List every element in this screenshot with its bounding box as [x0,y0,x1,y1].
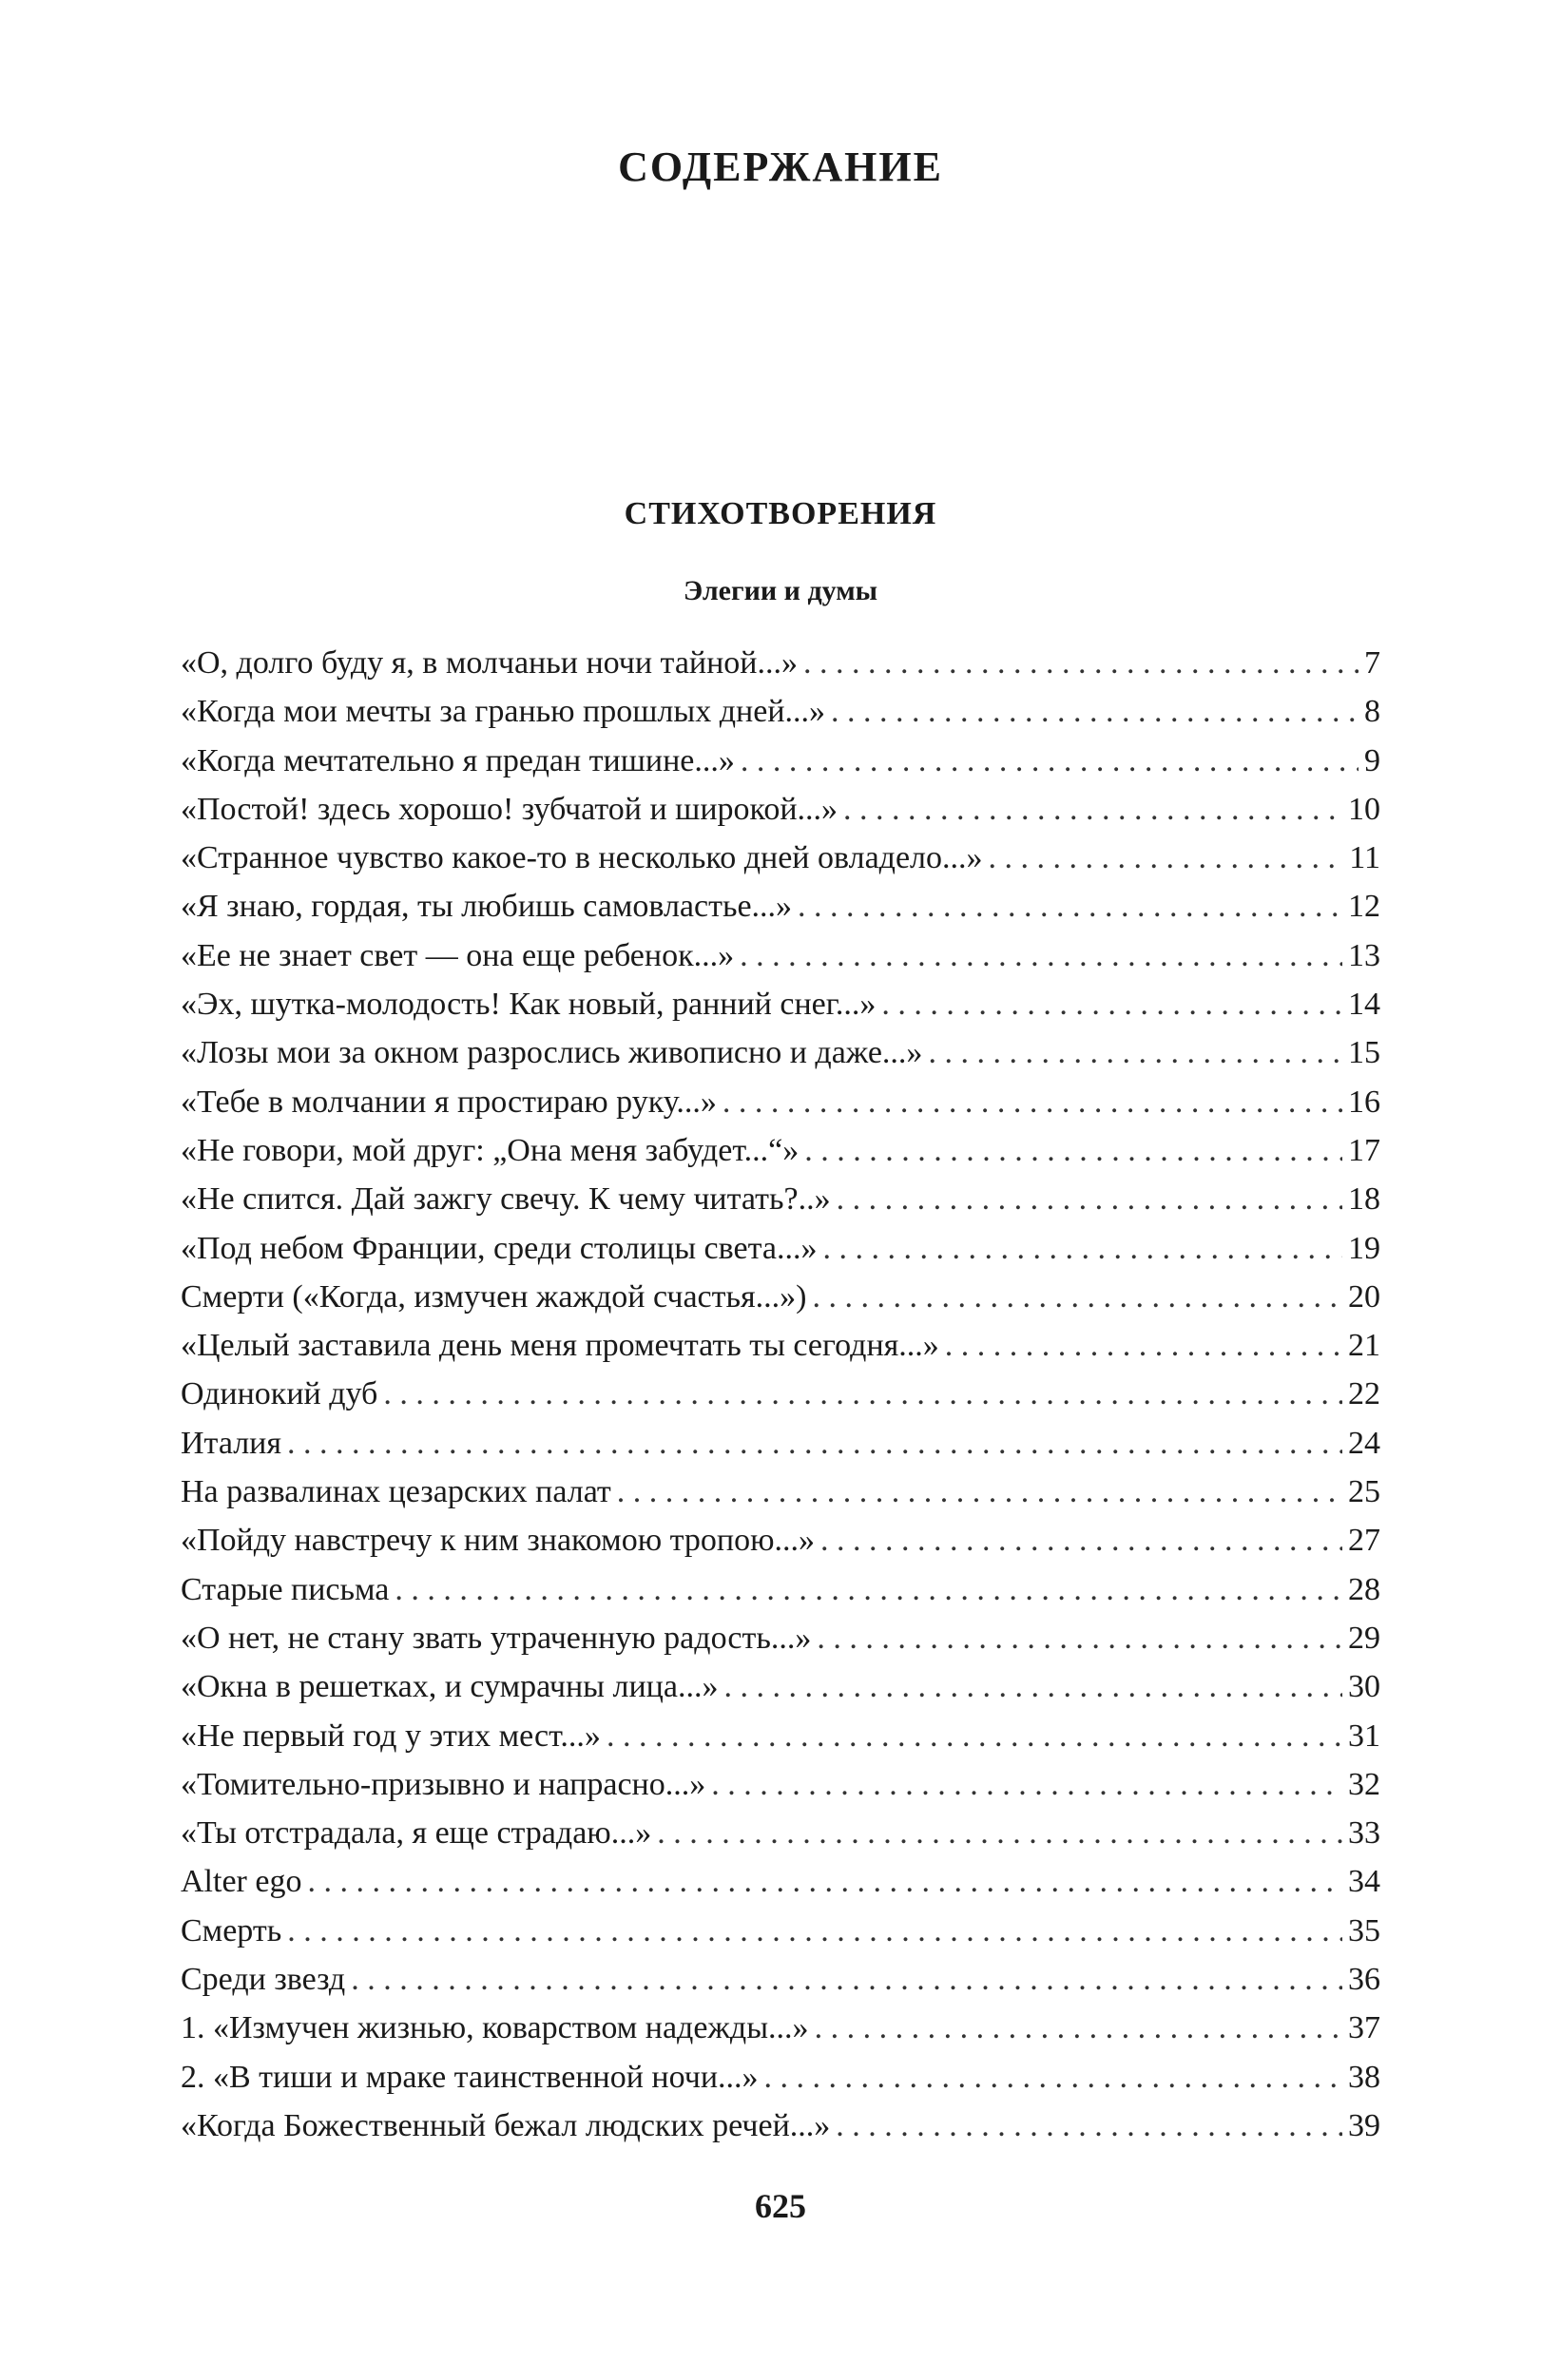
toc-entry [181,737,1380,785]
toc-entry-page: 36 [1348,1962,1380,1998]
toc-entry-page: 24 [1348,1425,1380,1461]
toc-entry [181,1370,1380,1418]
toc-entry-title: «Не говори, мой друг: „Она меня забудет...“» [181,1132,800,1168]
dot-leader [351,1955,1342,2004]
toc-entry-title: «Я знаю, гордая, ты любишь самовластье...» [181,889,793,925]
toc-entry-page: 35 [1348,1912,1380,1948]
toc-entry-title: «Тебе в молчании я простираю руку...» [181,1084,717,1120]
toc-entry-title: Смерть [181,1912,282,1948]
toc-entry [181,882,1380,931]
toc-entry-title: «Странное чувство какое-то в несколько дней овладело...» [181,840,983,876]
dot-leader [945,1321,1342,1370]
toc-entry [181,980,1380,1028]
toc-entry-page: 28 [1348,1571,1380,1607]
toc-entry [181,1321,1380,1370]
toc-entry-title: Alter ego [181,1864,302,1900]
toc-entry-page: 38 [1348,2059,1380,2095]
dot-leader [928,1028,1342,1077]
toc-entry-page: 29 [1348,1620,1380,1656]
toc-entry [181,1662,1380,1711]
dot-leader [817,1614,1342,1662]
dot-leader [836,2102,1342,2150]
dot-leader [287,1419,1342,1468]
toc-entry-title: «Томительно-призывно и напрасно...» [181,1766,706,1802]
toc-entry-page: 20 [1348,1278,1380,1315]
table-of-contents [181,639,1380,2150]
dot-leader [657,1809,1342,1857]
toc-entry [181,1468,1380,1516]
toc-entry-page: 34 [1348,1864,1380,1900]
toc-entry-title: Старые письма [181,1571,390,1607]
toc-entry-page: 13 [1348,937,1380,973]
toc-entry-page: 27 [1348,1523,1380,1559]
toc-entry-title: «Когда мои мечты за гранью прошлых дней...» [181,694,826,730]
toc-entry-title: «Ты отстрадала, я еще страдаю...» [181,1815,652,1852]
toc-entry-page: 14 [1348,987,1380,1023]
toc-entry-page: 18 [1348,1181,1380,1218]
toc-entry-title: «О нет, не стану звать утраченную радость...» [181,1620,812,1656]
toc-entry [181,1419,1380,1468]
toc-entry [181,1614,1380,1662]
toc-entry [181,1273,1380,1321]
dot-leader [723,1078,1342,1126]
toc-entry-page: 33 [1348,1815,1380,1852]
toc-entry-page: 39 [1348,2107,1380,2143]
dot-leader [740,931,1342,980]
toc-entry [181,834,1380,882]
toc-entry [181,1175,1380,1223]
toc-entry-page: 7 [1364,645,1380,681]
toc-entry [181,2053,1380,2102]
toc-entry-page: 15 [1348,1035,1380,1071]
toc-entry-title: «Не спится. Дай зажгу свечу. К чему читать?..» [181,1181,831,1218]
toc-entry-title: «Лозы мои за окном разрослись живописно и даже...» [181,1035,923,1071]
toc-entry-page: 32 [1348,1766,1380,1802]
toc-entry [181,1224,1380,1273]
toc-entry-page: 12 [1348,889,1380,925]
toc-entry-page: 30 [1348,1669,1380,1705]
page-number: 625 [755,2187,806,2225]
dot-leader [820,1516,1342,1564]
dot-leader [803,639,1359,687]
dot-leader [837,1175,1342,1223]
section-title: СТИХОТВОРЕНИЯ [624,496,937,531]
toc-entry [181,1857,1380,1906]
toc-entry [181,1565,1380,1614]
toc-entry-page: 8 [1364,694,1380,730]
toc-entry-title: Италия [181,1425,282,1461]
toc-entry-page: 21 [1348,1328,1380,1364]
toc-entry-page: 10 [1348,791,1380,827]
toc-entry-title: Смерти («Когда, измучен жаждой счастья...») [181,1278,807,1315]
dot-leader [617,1468,1342,1516]
dot-leader [395,1565,1342,1614]
toc-entry [181,639,1380,687]
dot-leader [383,1370,1342,1418]
subsection-title: Элегии и думы [683,575,878,606]
toc-entry [181,1028,1380,1077]
toc-entry-page: 22 [1348,1376,1380,1412]
toc-entry [181,1516,1380,1564]
toc-entry-page: 11 [1349,840,1380,876]
toc-entry-title: 2. «В тиши и мраке таинственной ночи...» [181,2059,759,2095]
dot-leader [815,2004,1342,2052]
toc-entry-title: На развалинах цезарских палат [181,1474,611,1510]
toc-entry-page: 25 [1348,1474,1380,1510]
dot-leader [287,1907,1342,1955]
toc-entry-title: «Под небом Франции, среди столицы света...» [181,1230,818,1266]
toc-entry-title: Одинокий дуб [181,1376,378,1412]
dot-leader [723,1662,1342,1711]
toc-entry-title: «Не первый год у этих мест...» [181,1718,601,1754]
dot-leader [741,737,1359,785]
contents-title: СОДЕРЖАНИЕ [618,144,943,190]
dot-leader [843,785,1342,834]
dot-leader [764,2053,1342,2102]
toc-entry [181,687,1380,736]
toc-entry-page: 31 [1348,1718,1380,1754]
toc-entry [181,1078,1380,1126]
toc-entry-title: 1. «Измучен жизнью, коварством надежды...» [181,2010,809,2046]
toc-entry [181,1955,1380,2004]
dot-leader [989,834,1344,882]
toc-entry [181,931,1380,980]
toc-entry-title: «Пойду навстречу к ним знакомою тропою...» [181,1523,815,1559]
toc-entry [181,785,1380,834]
toc-entry-title: «Ее не знает свет — она еще ребенок...» [181,937,735,973]
dot-leader [831,687,1359,736]
toc-entry-title: Среди звезд [181,1962,346,1998]
toc-entry-title: «Когда Божественный бежал людских речей...» [181,2107,831,2143]
toc-entry [181,1907,1380,1955]
toc-entry [181,1809,1380,1857]
toc-entry-page: 37 [1348,2010,1380,2046]
dot-leader [798,882,1342,931]
toc-entry-page: 9 [1364,742,1380,778]
toc-entry-page: 19 [1348,1230,1380,1266]
toc-entry [181,2004,1380,2052]
toc-entry [181,1712,1380,1760]
toc-entry-page: 17 [1348,1132,1380,1168]
dot-leader [881,980,1342,1028]
toc-entry [181,1760,1380,1809]
dot-leader [822,1224,1342,1273]
toc-entry-title: «О, долго буду я, в молчаньи ночи тайной...» [181,645,799,681]
toc-entry-page: 16 [1348,1084,1380,1120]
toc-entry-title: «Эх, шутка-молодость! Как новый, ранний снег...» [181,987,877,1023]
dot-leader [607,1712,1342,1760]
toc-entry-title: «Постой! здесь хорошо! зубчатой и широкой...» [181,791,838,827]
dot-leader [804,1126,1342,1175]
toc-entry [181,1126,1380,1175]
dot-leader [307,1857,1342,1906]
toc-entry [181,2102,1380,2150]
toc-entry-title: «Когда мечтательно я предан тишине...» [181,742,735,778]
dot-leader [711,1760,1342,1809]
toc-entry-title: «Целый заставила день меня промечтать ты сегодня...» [181,1328,939,1364]
toc-entry-title: «Окна в решетках, и сумрачны лица...» [181,1669,719,1705]
dot-leader [812,1273,1342,1321]
